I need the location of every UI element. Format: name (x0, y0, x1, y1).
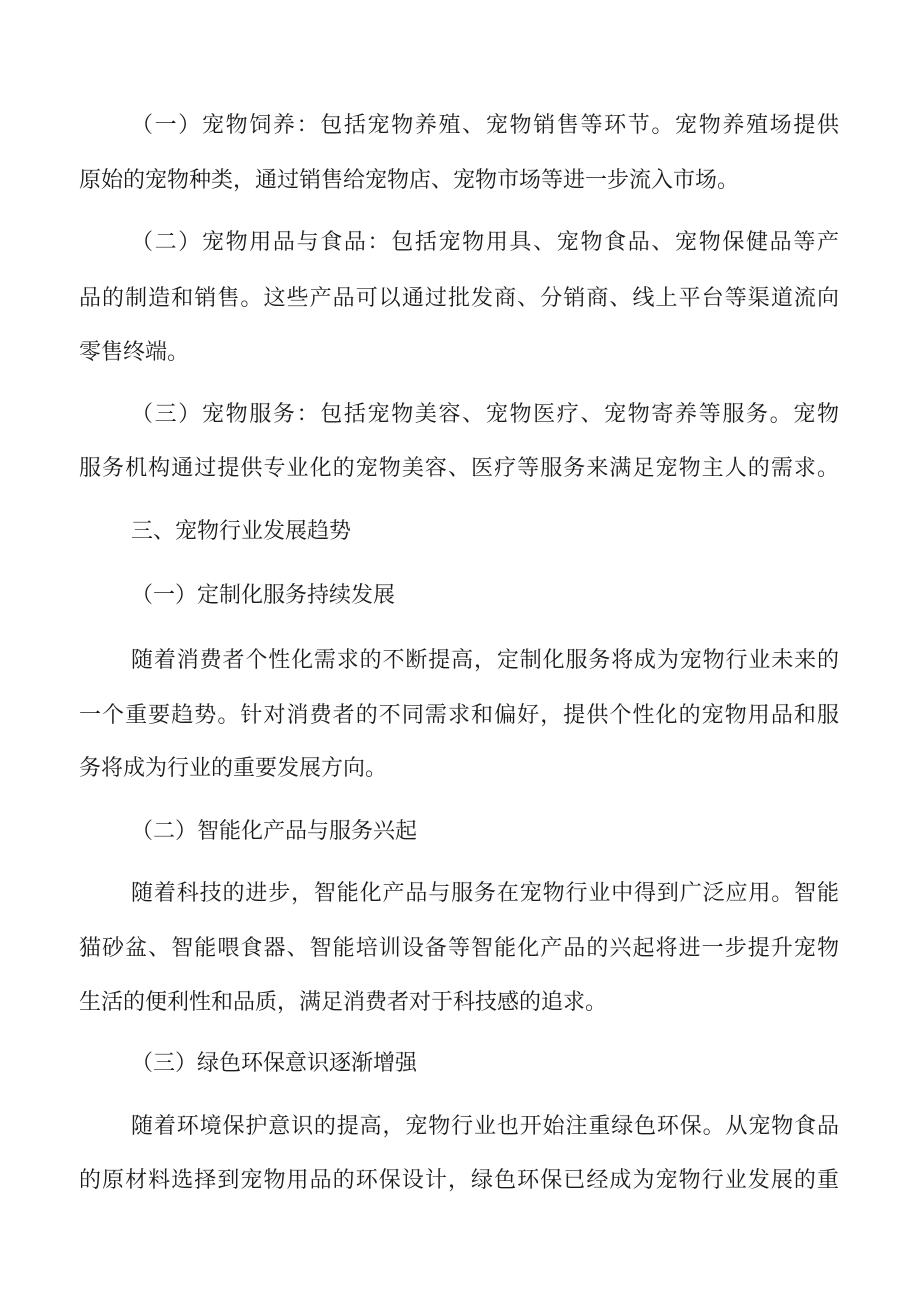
para-smart-line-1: 随着科技的进步，智能化产品与服务在宠物行业中得到广泛应用。智能 (131, 881, 839, 906)
para-customization-line-3: 务将成为行业的重要发展方向。 (79, 756, 388, 781)
para-pet-breeding-line-2: 原始的宠物种类，通过销售给宠物店、宠物市场等进一步流入市场。 (79, 168, 740, 193)
para-pet-supplies-line-1: （二）宠物用品与食品：包括宠物用具、宠物食品、宠物保健品等产 (131, 230, 839, 255)
para-pet-services-line-1: （三）宠物服务：包括宠物美容、宠物医疗、宠物寄养等服务。宠物 (131, 402, 839, 427)
para-pet-services-line-2: 服务机构通过提供专业化的宠物美容、医疗等服务来满足宠物主人的需求。 (79, 456, 839, 481)
subheading-smart-products: （二）智能化产品与服务兴起 (131, 819, 418, 844)
para-customization-line-2: 一个重要趋势。针对消费者的不同需求和偏好，提供个性化的宠物用品和服 (79, 703, 839, 728)
section-heading-trends: 三、宠物行业发展趋势 (131, 519, 352, 544)
subheading-customization: （一）定制化服务持续发展 (131, 583, 396, 608)
para-smart-line-3: 生活的便利性和品质，满足消费者对于科技感的追求。 (79, 990, 608, 1015)
para-green-line-2: 的原材料选择到宠物用品的环保设计，绿色环保已经成为宠物行业发展的重 (79, 1168, 839, 1193)
para-pet-supplies-line-3: 零售终端。 (79, 340, 190, 365)
para-pet-supplies-line-2: 品的制造和销售。这些产品可以通过批发商、分销商、线上平台等渠道流向 (79, 286, 839, 311)
para-pet-breeding-line-1: （一）宠物饲养：包括宠物养殖、宠物销售等环节。宠物养殖场提供 (131, 113, 839, 138)
subheading-green: （三）绿色环保意识逐渐增强 (131, 1051, 418, 1076)
para-smart-line-2: 猫砂盆、智能喂食器、智能培训设备等智能化产品的兴起将进一步提升宠物 (79, 936, 839, 961)
para-customization-line-1: 随着消费者个性化需求的不断提高，定制化服务将成为宠物行业未来的 (131, 648, 839, 673)
para-green-line-1: 随着环境保护意识的提高，宠物行业也开始注重绿色环保。从宠物食品 (131, 1114, 839, 1139)
